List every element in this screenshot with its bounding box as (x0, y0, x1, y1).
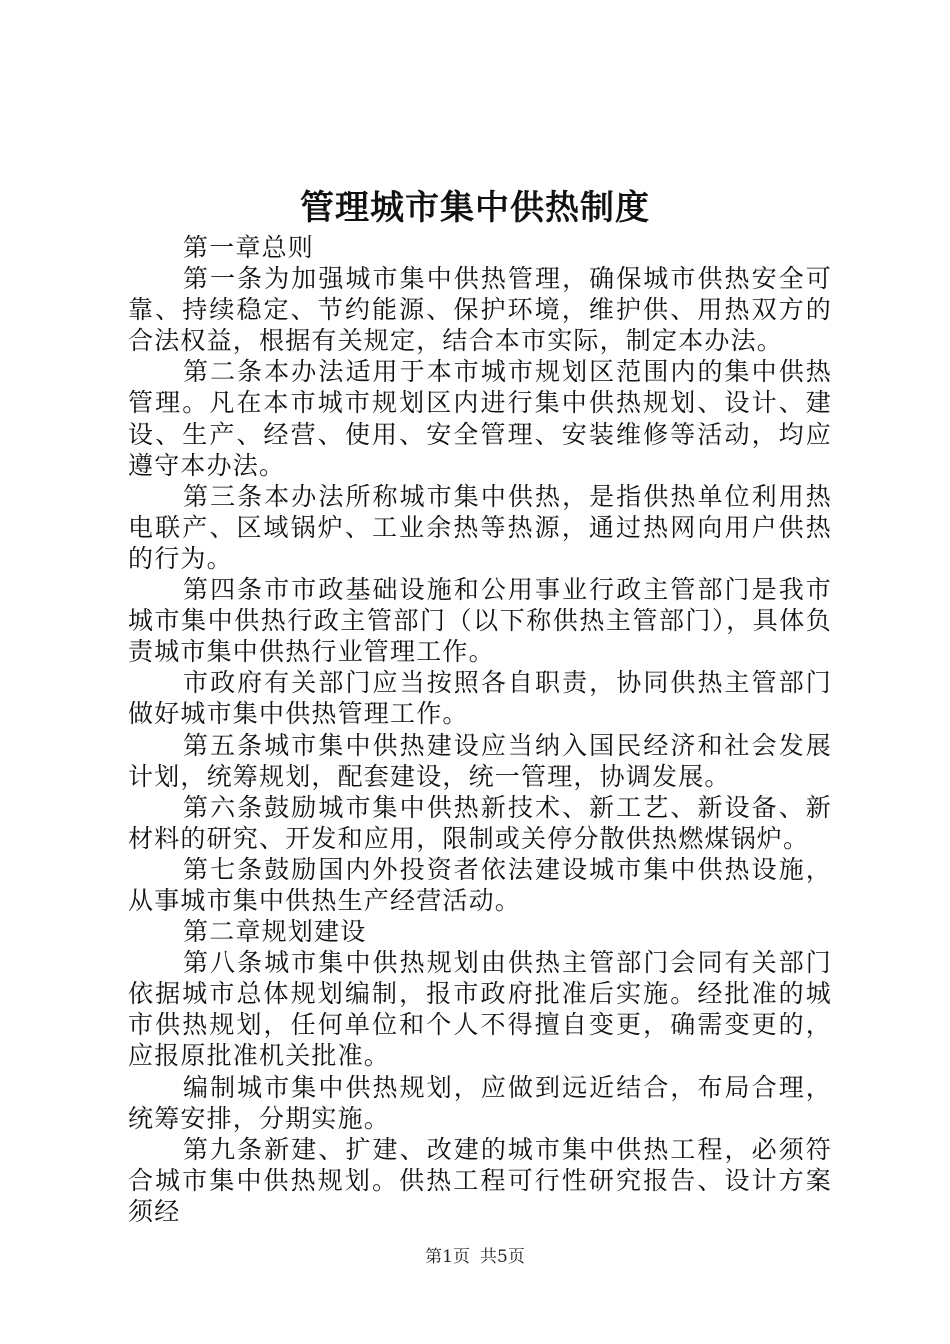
document-body (128, 232, 832, 1227)
paragraph: 编制城市集中供热规划，应做到远近结合，布局合理，统筹安排，分期实施。 (128, 1072, 832, 1133)
paragraph: 第八条城市集中供热规划由供热主管部门会同有关部门依据城市总体规划编制，报市政府批准后实施。经批准的城市供热规划，任何单位和个人不得擅自变更，确需变更的，应报原批准机关批准。 (128, 948, 832, 1071)
paragraph: 第九条新建、扩建、改建的城市集中供热工程，必须符合城市集中供热规划。供热工程可行性研究报告、设计方案须经 (128, 1134, 832, 1226)
page-number: 第1页 (425, 1247, 470, 1267)
paragraph: 第五条城市集中供热建设应当纳入国民经济和社会发展计划，统筹规划，配套建设，统一管理，协调发展。 (128, 730, 832, 791)
page-footer (0, 1246, 950, 1268)
paragraph: 第四条市市政基础设施和公用事业行政主管部门是我市城市集中供热行政主管部门（以下称供热主管部门），具体负责城市集中供热行业管理工作。 (128, 575, 832, 667)
chapter-heading: 第一章总则 (183, 233, 315, 262)
page-total: 共5页 (480, 1247, 525, 1267)
paragraph: 市政府有关部门应当按照各自职责，协同供热主管部门做好城市集中供热管理工作。 (128, 668, 832, 729)
paragraph: 第三条本办法所称城市集中供热，是指供热单位利用热电联产、区域锅炉、工业余热等热源，通过热网向用户供热的行为。 (128, 481, 832, 573)
chapter-heading: 第二章规划建设 (183, 917, 367, 947)
paragraph: 第一条为加强城市集中供热管理，确保城市供热安全可靠、持续稳定、节约能源、保护环境，维护供、用热双方的合法权益，根据有关规定，结合本市实际，制定本办法。 (128, 264, 832, 356)
paragraph: 第二条本办法适用于本市城市规划区范围内的集中供热管理。凡在本市城市规划区内进行集中供热规划、设计、建设、生产、经营、使用、安全管理、安装维修等活动，均应遵守本办法。 (128, 357, 832, 480)
paragraph: 第七条鼓励国内外投资者依法建设城市集中供热设施，从事城市集中供热生产经营活动。 (128, 854, 832, 915)
document-title: 管理城市集中供热制度 (300, 188, 650, 228)
paragraph: 第六条鼓励城市集中供热新技术、新工艺、新设备、新材料的研究、开发和应用，限制或关停分散供热燃煤锅炉。 (128, 792, 832, 853)
